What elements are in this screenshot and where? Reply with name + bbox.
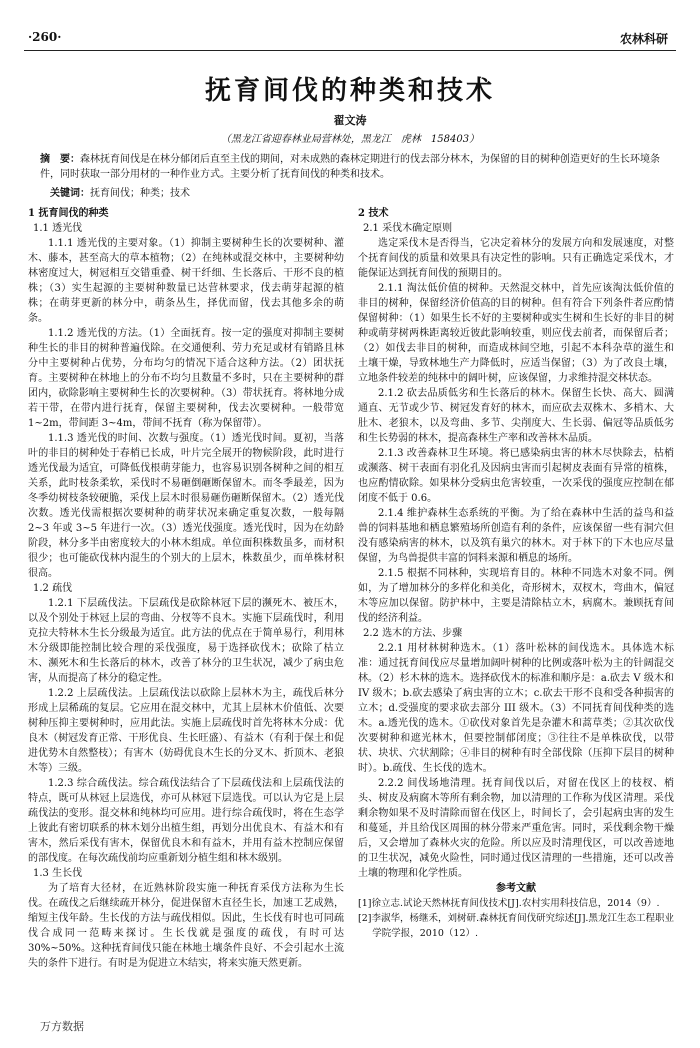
journal-name: 农林科研: [619, 32, 668, 46]
watermark-footer: 万方数据: [40, 1020, 84, 1033]
keywords: [50, 184, 660, 199]
subsection-heading: 2.1 采伐木确定原则: [363, 223, 453, 234]
paragraph: 选定采伐木是否得当，它决定着林分的发展方向和发展速度，对整个抚育间伐的质量和效果具有决定性的影响。只有正确选定采伐木，才能保证达到抚育间伐的预期目的。: [358, 238, 674, 279]
subsection-heading: 1.2 疏伐: [33, 583, 73, 594]
paragraph: 2.1.5 根据不同林种，实现培育目的。林种不同选木对象不同。例如，为了增加林分的多样化和美化，奇形树木，双杈木，弯曲木，偏冠木等应加以保留。防护林中，主要是清除枯立木，病腐木。兼顾抚育间伐的经济利益。: [358, 568, 674, 624]
subsection-heading: 1.1 透光伐: [33, 223, 83, 234]
header-rule: [24, 50, 676, 51]
paragraph: 2.2.2 间伐场地清理。抚育间伐以后，对留在伐区上的枝杈、梢头、树皮及病腐木等所有剩余物，加以清理的工作称为伐区清理。采伐剩余物如果不及时清除而留在伐区上，时间长了，会引起病虫害的发生和蔓延，并且给伐区周围的林分带来严重危害。同时，采伐剩余物干燥后，又会增加了森林火灾的危险。所以应及时清理伐区，可以改善迹地的卫生状况，减免火险性，同时通过伐区清理的一些措施，还可以改善土壤的物理和化学性质。: [358, 778, 674, 879]
keywords-label: 关键词：: [50, 188, 90, 199]
references-heading: 参考文献: [496, 883, 536, 894]
paragraph: 2.1.2 砍去品质低劣和生长落后的林木。保留生长快、高大、圆满通直、无节或少节、树冠发育好的林木，而应砍去双株木、多梢木、大肚木、老狼木，以及弯曲、多节、尖削度大、生长弱、偏冠等品质低劣和生长势弱的林木，提高森林生产率和改善林木品质。: [358, 388, 674, 444]
section-heading: 1 抚育间伐的种类: [28, 208, 109, 219]
paragraph: 2.1.3 改善森林卫生环境。将已感染病虫害的林木尽快除去，枯梢或濒落、树干表面有羽化孔及因病虫害而引起树皮表面有异常的植株，也应酌情砍除。如果林分受病虫危害较重，一次采伐的强度应控制在郁闭度不低于 0.6。: [358, 448, 674, 504]
paragraph: 1.2.2 上层疏伐法。上层疏伐法以砍除上层林木为主，疏伐后林分形成上层稀疏的复层。它应用在混交林中，尤其上层林木价值低、次要树种压抑主要树种时，应用此法。实施上层疏伐时首先将林木分成：优良木（树冠发育正常、干形优良、生长旺盛）、有益木（有利于保土和促进优势木自然整枝）；有害木（妨碍优良木生长的分叉木、折顶木、老狼木等）三级。: [28, 688, 344, 774]
reference-item: [2]李淑华，杨继禾，刘树研.森林抚育间伐研究综述[J].黑龙江生态工程职业学院学报，2010（12）.: [358, 913, 674, 939]
abstract-label: 摘 要：: [40, 154, 80, 165]
left-column: [28, 206, 344, 971]
paragraph: 1.1.1 透光伐的主要对象。（1）抑制主要树种生长的次要树种、灌木、藤本，甚至高大的草本植物；（2）在纯林或混交林中，主要树种幼林密度过大，树冠相互交错重叠、树干纤细、生长落后、干形不良的植株；（3）实生起源的主要树种数量已达营林要求，伐去萌芽起源的植株；在萌芽更新的林分中，萌条丛生，择优而留，伐去其他多余的萌条。: [28, 238, 344, 324]
paragraph: 1.1.2 透光伐的方法。（1）全面抚育。按一定的强度对抑制主要树种生长的非目的树种普遍伐除。在交通便利、劳力充足或材有销路且林分中主要树种占优势，分布均匀的情况下适合这种方法。（2）团状抚育。主要树种在林地上的分布不均匀且数量不多时，只在主要树种的群团内，砍除影响主要树种生长的次要树种。（3）带状抚育。将林地分成若干带，在带内进行抚育，保留主要树种，伐去次要树种。一般带宽 1~2m，带间距 3~4m，带间不抚育（称为保留带）。: [28, 328, 344, 429]
paragraph: 2.1.4 维护森林生态系统的平衡。为了给在森林中生活的益鸟和益兽的饲料基地和栖息繁殖场所创造有利的条件，应该保留一些有洞穴但没有感染病害的林木，以及筑有巢穴的林木。对于林下的下木也应尽量保留，为鸟兽提供丰富的饲料来源和栖息的场所。: [358, 508, 674, 564]
page-number: ·260·: [28, 30, 62, 44]
running-header: [24, 30, 676, 50]
paragraph: 2.1.1 淘汰低价值的树种。天然混交林中，首先应该淘汰低价值的非目的树种，保留经济价值高的目的树种。但有符合下列条件者应酌情保留树种：（1）如果生长不好的主要树种或实生树和生长好的非目的树种或萌芽树两株距离较近彼此影响较重，则应伐去前者，而保留后者；（2）如伐去非目的树种，而造成林间空地，引起不本科杂草的滋生和土壤干燥，导致林地生产力降低时，应适当保留；（3）为了改良土壤，立地条件较差的纯林中的阔叶树，应该保留，力求维持混交林状态。: [358, 283, 674, 384]
subsection-heading: 1.3 生长伐: [33, 868, 83, 879]
paragraph: 2.2.1 用材林树种选木。（1）落叶松林的间伐选木。具体选木标准：通过抚育间伐应尽量增加阔叶树种的比例或落叶松为主的针阔混交林。（2）杉木林的选木。选择砍伐木的标准和顺序是：a.砍去 V 级木和 IV 级木；b.砍去感染了病虫害的立木；c.砍去干形不良和受各种损害的立木；d.受强度的要求砍去部分 III 级木。（3）不同抚育间伐种类的选木。a.透光伐的选木。①砍伐对象首先是杂灌木和蒿草类；②其次砍伐次要树种和遮光林木，但要控制郁闭度；③往往不是单株砍伐，以带状、块状、穴状割除；④非目的树种有时全部伐除（压抑下层目的树种时）。b.疏伐、生长伐的选木。: [358, 643, 674, 774]
abstract-text: 森林抚育间伐是在林分郁闭后直至主伐的期间，对未成熟的森林定期进行的伐去部分林木，为保留的目的树种创造更好的生长环境条件，同时获取一部分用材的一种作业方式。主要分析了抚育间伐的种类和技术。: [40, 154, 660, 180]
keywords-text: 抚育间伐；种类；技术: [90, 188, 190, 199]
abstract: [40, 152, 660, 182]
paragraph: 为了培育大径材，在近熟林阶段实施一种抚育采伐方法称为生长伐。在疏伐之后继续疏开林分，促进保留木直径生长，加速工艺成熟，缩短主伐年龄。生长伐的方法与疏伐相似。因此，生长伐有时也可同疏伐合成同一范畴来探讨。生长伐就是强度的疏伐，有时可达 30%~50%。这种抚育间伐只能在林地土壤条件良好、不会引起水土流失的条件下进行。有时是为促进立木结实，将来实施天然更新。: [28, 883, 344, 969]
subsection-heading: 2.2 选木的方法、步骤: [363, 628, 463, 639]
article-title: 抚育间伐的种类和技术: [204, 76, 495, 106]
right-column: [358, 206, 674, 941]
paragraph: 1.2.3 综合疏伐法。综合疏伐法结合了下层疏伐法和上层疏伐法的特点，既可从林冠上层选伐，亦可从林冠下层选伐。可以认为它是上层疏伐法的变形。混交林和纯林均可应用。进行综合疏伐时，将在生态学上彼此有密切联系的林木划分出植生组，再划分出优良木、有益木和有害木，然后采伐有害木，保留优良木和有益木，并用有益木控制应保留的部伐度。在每次疏伐前均应重新划分植生组和林木级别。: [28, 778, 344, 864]
paragraph: 1.2.1 下层疏伐法。下层疏伐是砍除林冠下层的濒死木、被压木，以及个别处于林冠上层的弯曲、分杈等不良木。实施下层疏伐时，利用克拉夫特林木生长分级最为适宜。此方法的优点在于简单易行，利用林木分级即能控制比较合理的采伐强度，易于选择砍伐木；砍除了枯立木、濒死木和生长落后的林木，改善了林分的卫生状况，减少了病虫危害，从而提高了林分的稳定性。: [28, 598, 344, 684]
section-heading: 2 技术: [358, 208, 389, 219]
author-name: 翟文涛: [333, 114, 367, 127]
author-affiliation: （黑龙江省迎春林业局营林处，黑龙江 虎林 158403）: [220, 134, 480, 145]
reference-item: [1]徐立志.试论天然林抚育间伐技术[J].农村实用科技信息，2014（9）.: [358, 898, 660, 909]
paragraph: 1.1.3 透光伐的时间、次数与强度。（1）透光伐时间。夏初，当落叶的非目的树种处于春梢已长成，叶片完全展开的物候阶段，此时进行透光伐最为适宜，可降低伐根萌芽能力，也容易识别各树种之间的相互关系，此时枝条柔软，采伐时不易砸倒砸断保留木。而冬季最差，因为冬季幼树枝条较硬脆，采伐上层木时很易砸伤砸断保留木。（2）透光伐次数。透光伐需根据次要树种的萌芽状况来确定重复次数，一般每隔 2~3 年或 3~5 年进行一次。（3）透光伐强度。透光伐时，因为在幼龄阶段，林分多半由密度较大的小林木组成。单位面积株数虽多，而材积很少；也可能砍伐林内混生的个别大的上层木，株数虽少，而单株材积很高。: [28, 433, 344, 579]
